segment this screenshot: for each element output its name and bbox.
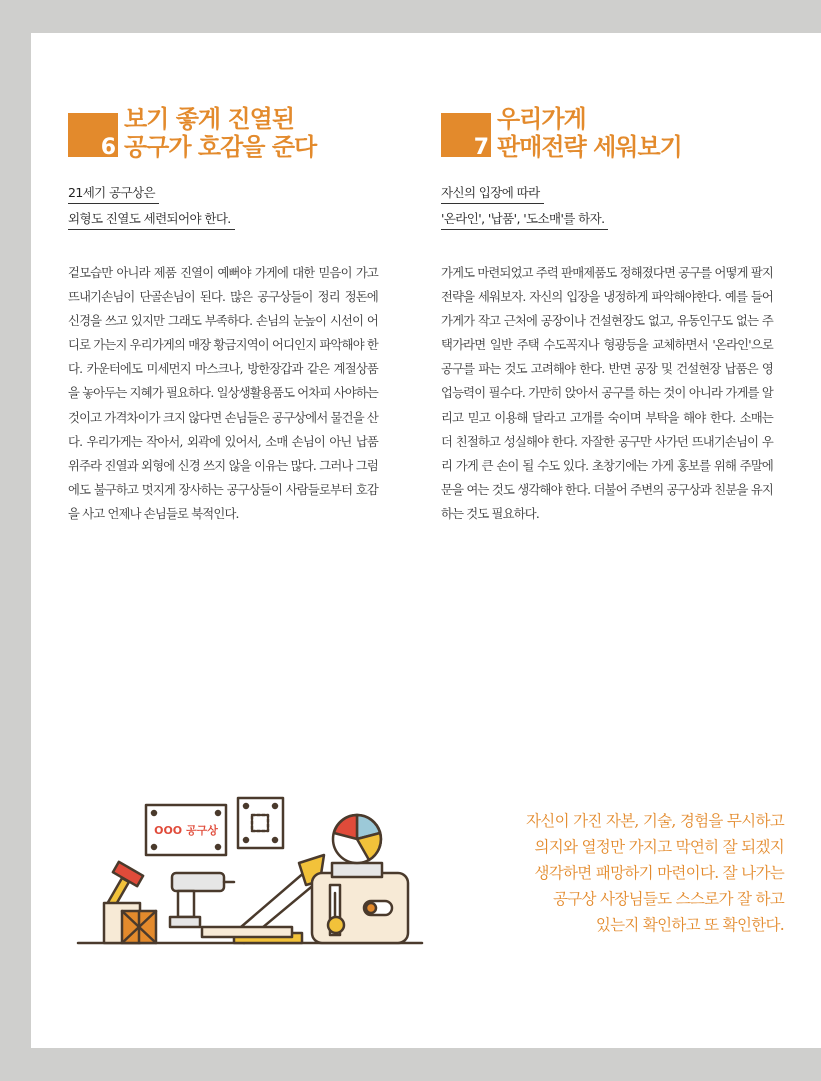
section-title (124, 105, 316, 161)
section-title-line1: 우리가게 (497, 105, 586, 133)
drill-icon (172, 873, 224, 891)
section-subtitle (441, 181, 608, 233)
tool-shop-illustration (74, 793, 429, 963)
quote-line: 있는지 확인하고 또 확인한다. (595, 916, 784, 934)
subtitle-line1: 자신의 입장에 따라 (441, 183, 544, 204)
section-title-line2: 공구가 호감을 준다 (124, 133, 317, 161)
section-title (497, 105, 682, 161)
subtitle-line2: '온라인', '납품', '도소매'를 하자. (441, 209, 608, 230)
section-title-line2: 판매전략 세워보기 (497, 133, 682, 161)
section-6-heading (68, 105, 388, 165)
section-number: 6 (100, 135, 116, 160)
subtitle-line2: 외형도 진열도 세련되어야 한다. (68, 209, 235, 230)
quote-line: 생각하면 패망하기 마련이다. 잘 나가는 (534, 864, 784, 882)
section-body: 겉모습만 아니라 제품 진열이 예뻐야 가게에 대한 믿음이 가고 뜨내기손님이 단골손님이 된다. 많은 공구상들이 정리 정돈에 신경을 쓰고 있지만 그래도 부족하다. 손님의 눈높이 시선이 어디로 가는지 우리가게의 매장 황금지역이 어디인지 파악해야 한다. 카운터에도 미세먼지 마스크나, 방한장갑과 같은 계절상품을 놓아두는 지혜가 필요하다. 일상생활용품도 어차피 사야하는 것이고 가격차이가 크지 않다면 손님들은 공구상에서 물건을 산다. 우리가게는 작아서, 외곽에 있어서, 소매 손님이 아닌 납품위주라 진열과 외형에 신경 쓰지 않을 이유는 많다. 그러나 그럼에도 불구하고 멋지게 장사하는 공구상들이 사람들로부터 호감을 사고 언제나 손님들로 북적인다. (68, 266, 378, 521)
wood-plank (202, 927, 292, 937)
section-7 (441, 105, 773, 521)
quote-line: 공구상 사장님들도 스스로가 잘 하고 (552, 890, 784, 908)
section-number-box (441, 113, 491, 160)
section-number-box (68, 113, 118, 160)
section-title-line1: 보기 좋게 진열된 (124, 105, 294, 133)
section-body: 가게도 마련되었고 주력 판매제품도 정해졌다면 공구를 어떻게 팔지 전략을 세워보자. 자신의 입장을 냉정하게 파악해야한다. 예를 들어 가게가 작고 근처에 공장이나 건설현장도 없고, 유동인구도 없는 주택가라면 일반 주택 수도꼭지나 형광등을 교체하면서 '온라인'으로 공구를 파는 것도 고려해야 한다. 반면 공장 및 건설현장 납품은 영업능력이 필수다. 가만히 앉아서 공구를 하는 것이 아니라 가게를 알리고 믿고 이용해 달라고 고개를 숙이며 부탁을 해야 한다. 소매는 더 친절하고 성실해야 한다. 자잘한 공구만 사가던 뜨내기손님이 우리 가게 큰 손이 될 수도 있다. 초창기에는 가게 홍보를 위해 주말에 문을 여는 것도 생각해야 한다. 더불어 주변의 공구상과 친분을 유지하는 것도 필요하다. (441, 266, 773, 521)
shop-sign-text: OOO 공구상 (154, 824, 218, 837)
section-number: 7 (473, 135, 489, 160)
wrench-icon (328, 917, 344, 933)
pull-quote (454, 808, 784, 938)
quote-line: 의지와 열정만 가지고 막연히 잘 되겠지 (534, 838, 784, 856)
vise-cabinet (312, 873, 408, 943)
quote-line: 자신이 가진 자본, 기술, 경험을 무시하고 (526, 812, 784, 830)
section-6 (68, 105, 388, 521)
section-subtitle (68, 181, 235, 233)
section-7-heading (441, 105, 773, 165)
subtitle-line1: 21세기 공구상은 (68, 183, 159, 204)
